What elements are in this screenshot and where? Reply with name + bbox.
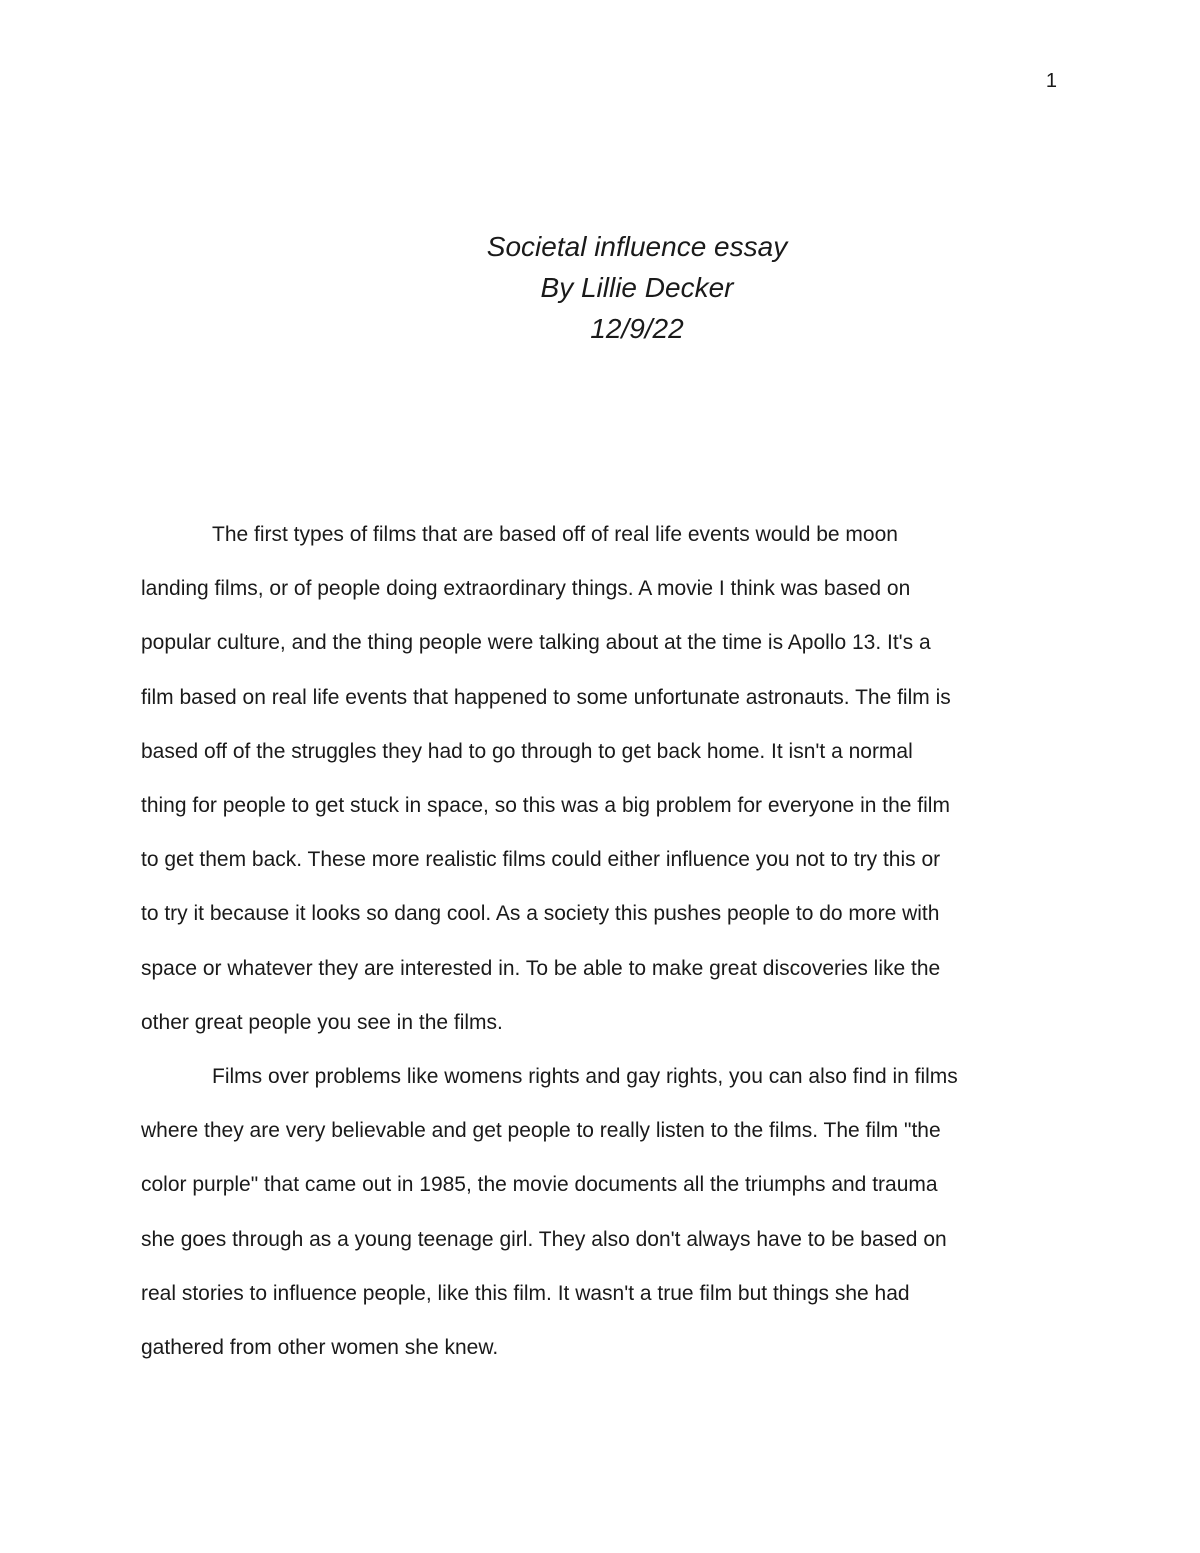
essay-author: By Lillie Decker xyxy=(540,272,734,303)
text-line: based off of the struggles they had to go through to get back home. It isn't a normal xyxy=(141,739,913,763)
text-line: she goes through as a young teenage girl. They also don't always have to be based on xyxy=(141,1227,947,1251)
text-line: Films over problems like womens rights and gay rights, you can also find in films xyxy=(212,1065,958,1089)
text-line: thing for people to get stuck in space, so this was a big problem for everyone in the film xyxy=(141,794,950,818)
text-line: gathered from other women she knew. xyxy=(141,1336,499,1360)
text-line: color purple" that came out in 1985, the movie documents all the triumphs and trauma xyxy=(141,1173,938,1197)
text-line: popular culture, and the thing people were talking about at the time is Apollo 13. It's a xyxy=(141,631,931,655)
essay-date: 12/9/22 xyxy=(590,313,684,344)
paragraph xyxy=(141,508,1053,1050)
essay-body xyxy=(141,508,1053,1375)
text-line: real stories to influence people, like this film. It wasn't a true film but things she had xyxy=(141,1281,910,1305)
essay-title: Societal influence essay xyxy=(486,231,788,262)
text-line: to try it because it looks so dang cool. As a society this pushes people to do more with xyxy=(141,902,940,926)
paragraph xyxy=(141,1050,1053,1375)
text-line: The first types of films that are based off of real life events would be moon xyxy=(212,523,898,546)
text-line: landing films, or of people doing extraordinary things. A movie I think was based on xyxy=(141,577,911,601)
text-line: film based on real life events that happened to some unfortunate astronauts. The film is xyxy=(141,685,951,709)
text-line: where they are very believable and get people to really listen to the films. The film "the xyxy=(141,1119,941,1143)
text-line: to get them back. These more realistic films could either influence you not to try this or xyxy=(141,848,941,872)
text-line: other great people you see in the films. xyxy=(141,1010,503,1034)
text-line: space or whatever they are interested in. To be able to make great discoveries like the xyxy=(141,956,941,980)
page-number: 1 xyxy=(1045,70,1057,92)
essay-header xyxy=(0,226,1200,349)
